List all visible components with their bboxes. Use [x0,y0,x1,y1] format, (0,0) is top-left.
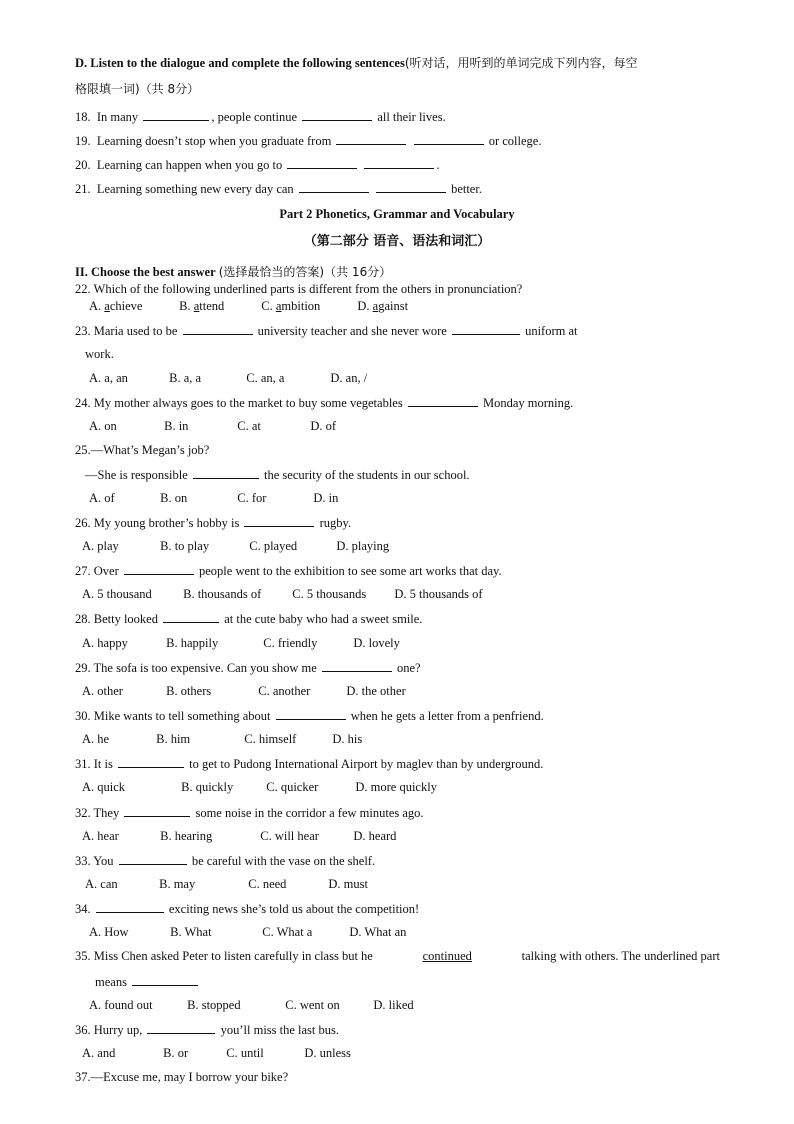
question-23: 23. Maria used to be university teacher and she never wore uniform at [75,324,578,338]
blank[interactable] [119,852,187,865]
option-c[interactable]: C. an, a [246,371,285,385]
blank[interactable] [299,180,369,193]
option-c[interactable]: C. ambition [261,299,321,313]
option-c[interactable]: C. What a [262,925,313,939]
blank[interactable] [244,514,314,527]
blank[interactable] [276,707,346,720]
option-d[interactable]: D. What an [349,925,407,939]
blank[interactable] [364,156,434,169]
question-28: 28. Betty looked at the cute baby who had a sweet smile. [75,612,423,626]
option-c[interactable]: C. played [249,539,298,553]
option-d[interactable]: D. an, / [330,371,368,385]
option-c[interactable]: C. friendly [263,636,318,650]
options-26 [82,538,389,554]
question-25: 25.—What’s Megan’s job? [75,443,210,457]
part2-title: Part 2 Phonetics, Grammar and Vocabulary [279,207,515,221]
blank[interactable] [376,180,446,193]
options-28 [82,635,400,651]
option-b[interactable]: B. attend [179,299,225,313]
blank[interactable] [408,394,478,407]
option-c[interactable]: C. will hear [260,829,319,843]
option-b[interactable]: B. in [164,419,189,433]
option-d[interactable]: D. liked [373,998,414,1012]
option-b[interactable]: B. thousands of [183,587,262,601]
option-a[interactable]: A. can [85,877,118,891]
option-b[interactable]: B. a, a [169,371,202,385]
question-31: 31. It is to get to Pudong International Airport by maglev than by underground. [75,757,544,771]
question-32: 32. They some noise in the corridor a few minutes ago. [75,806,424,820]
question-25-reply: —She is responsible the security of the students in our school. [85,468,470,482]
option-d[interactable]: D. 5 thousands of [394,587,483,601]
option-d[interactable]: D. more quickly [355,780,437,794]
option-d[interactable]: D. must [328,877,368,891]
option-b[interactable]: B. to play [160,539,210,553]
sentence-18: 18. In many , people continue all their lives. [75,110,446,124]
options-36 [82,1045,351,1061]
option-a[interactable]: A. on [89,419,117,433]
option-d[interactable]: D. heard [353,829,397,843]
option-b[interactable]: B. happily [166,636,219,650]
option-d[interactable]: D. against [357,299,409,313]
question-35: 35. Miss Chen asked Peter to listen carefully in class but he continued talking with others. The underlined part [75,949,720,963]
option-d[interactable]: D. playing [336,539,390,553]
sentence-21: 21. Learning something new every day can better. [75,182,482,196]
question-35-cont: means [95,973,200,990]
section-d-instruction: (听对话，用听到的单词完成下列内容，每空 [404,56,638,70]
option-b[interactable]: B. may [159,877,196,891]
section-ii-instruction: (选择最恰当的答案)（共 16分） [218,265,392,279]
option-a[interactable]: A. How [89,925,129,939]
blank[interactable] [414,132,484,145]
option-c[interactable]: C. went on [285,998,340,1012]
question-24: 24. My mother always goes to the market to buy some vegetables Monday morning. [75,396,574,410]
blank[interactable] [147,1021,215,1034]
option-a[interactable]: A. of [89,491,115,505]
option-a[interactable]: A. and [82,1046,116,1060]
option-c[interactable]: C. quicker [266,780,319,794]
option-b[interactable]: B. him [156,732,191,746]
option-a[interactable]: A. happy [82,636,128,650]
blank[interactable] [302,108,372,121]
option-a[interactable]: A. achieve [89,299,143,313]
option-c[interactable]: C. at [237,419,261,433]
options-35 [89,997,414,1013]
blank[interactable] [163,610,219,623]
blank[interactable] [132,973,198,986]
section-d-instruction-cont: 格限填一词)（共 8分） [75,82,200,96]
option-d[interactable]: D. of [310,419,337,433]
option-b[interactable]: B. hearing [160,829,213,843]
blank[interactable] [96,900,164,913]
blank[interactable] [118,755,184,768]
blank[interactable] [124,562,194,575]
option-b[interactable]: B. others [166,684,212,698]
option-a[interactable]: A. play [82,539,119,553]
option-a[interactable]: A. other [82,684,123,698]
options-23 [89,370,367,386]
option-a[interactable]: A. 5 thousand [82,587,152,601]
option-a[interactable]: A. found out [89,998,153,1012]
option-d[interactable]: D. in [313,491,339,505]
option-a[interactable]: A. quick [82,780,126,794]
option-c[interactable]: C. another [258,684,311,698]
sentence-19: 19. Learning doesn’t stop when you graduate from or college. [75,134,542,148]
option-b[interactable]: B. quickly [181,780,234,794]
options-29 [82,683,406,699]
sentence-20: 20. Learning can happen when you go to . [75,158,440,172]
section-ii-header [75,264,391,280]
question-33: 33. You be careful with the vase on the shelf. [75,854,376,868]
blank[interactable] [124,804,190,817]
question-27: 27. Over people went to the exhibition to see some art works that day. [75,564,502,578]
question-22: 22. Which of the following underlined parts is different from the others in pronunciation? [75,282,523,296]
blank[interactable] [287,156,357,169]
option-b[interactable]: B. stopped [187,998,241,1012]
option-a[interactable]: A. hear [82,829,119,843]
option-d[interactable]: D. unless [304,1046,351,1060]
underlined-word: continued [422,949,472,963]
options-22 [89,298,408,314]
options-31 [82,779,437,795]
blank[interactable] [322,659,392,672]
option-d[interactable]: D. his [332,732,363,746]
option-b[interactable]: B. on [160,491,188,505]
blank[interactable] [143,108,209,121]
option-d[interactable]: D. the other [346,684,406,698]
option-c[interactable]: C. for [237,491,267,505]
part2-subtitle: （第二部分 语音、语法和词汇） [303,234,491,249]
option-a[interactable]: A. a, an [89,371,128,385]
section-d-header [75,55,638,71]
question-36: 36. Hurry up, you’ll miss the last bus. [75,1023,340,1037]
blank[interactable] [336,132,406,145]
question-23-cont: work. [85,347,114,361]
question-34: 34. exciting news she’s told us about the competition! [75,902,420,916]
option-a[interactable]: A. he [82,732,110,746]
option-b[interactable]: B. What [170,925,212,939]
option-c[interactable]: C. need [248,877,287,891]
section-ii-title: II. Choose the best answer [75,265,216,279]
options-32 [82,828,396,844]
question-37: 37.—Excuse me, may I borrow your bike? [75,1070,289,1084]
blank[interactable] [193,466,259,479]
option-c[interactable]: C. himself [244,732,297,746]
question-30: 30. Mike wants to tell something about when he gets a letter from a penfriend. [75,709,544,723]
option-c[interactable]: C. until [226,1046,264,1060]
section-d-title: D. Listen to the dialogue and complete the following sentences [75,56,405,70]
blank[interactable] [452,322,520,335]
option-b[interactable]: B. or [163,1046,189,1060]
options-30 [82,731,362,747]
question-29: 29. The sofa is too expensive. Can you show me one? [75,661,421,675]
options-24 [89,418,336,434]
blank[interactable] [183,322,253,335]
option-c[interactable]: C. 5 thousands [292,587,367,601]
options-25 [89,490,338,506]
question-26: 26. My young brother’s hobby is rugby. [75,516,352,530]
option-d[interactable]: D. lovely [353,636,400,650]
options-27 [82,586,483,602]
options-34 [89,924,406,940]
options-33 [85,876,368,892]
